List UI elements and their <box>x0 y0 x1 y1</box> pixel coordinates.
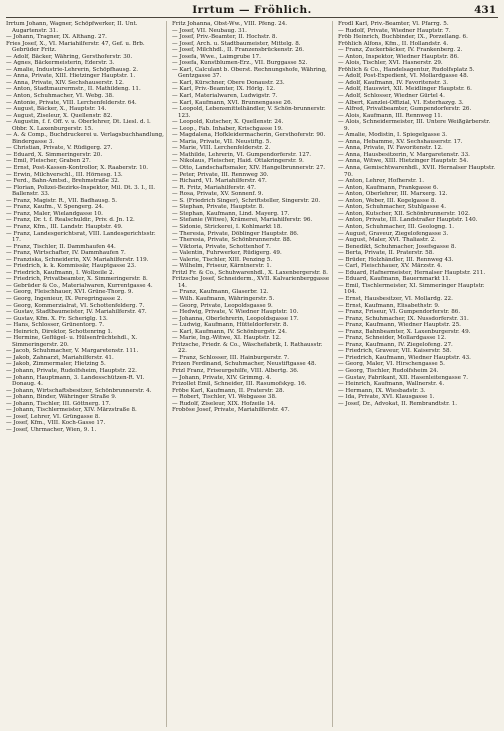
directory-entry: — Albert, Kanzlei-Offizial, VI. Esterhazyg. 3. <box>338 99 464 106</box>
directory-entry: — Franz, Schneider, Mollardgasse 12. <box>338 335 447 342</box>
directory-entry: Frizollet Emil, Schneider, III. Rasumofskyg. 16. <box>172 381 307 388</box>
directory-entry: — Viktoria, Private, Schottenhof 7. <box>172 243 271 250</box>
directory-entry: — Anton, Private, III. Landstraßer Hauptstr. 140. <box>338 217 478 224</box>
directory-entry: — Franz, Schlosser, III. Hainburgerstr. 7. <box>172 354 290 361</box>
directory-entry: Frizen Ferdinand, Schuhmacher, Neustiftgasse 48. <box>172 361 317 368</box>
directory-entry: — Friedrich, Kaufmann, Wiedner Hauptstr. 43. <box>338 354 471 361</box>
directory-entry: — Johann, Wirtschaftsbesitzer, Schönbrunnerstr. 4. <box>6 387 152 394</box>
directory-entry: — Hedwig, Private, V. Wiedner Hauptstr. 10. <box>172 309 299 316</box>
directory-entry: — Sidonie, Strickerei, I. Kohlmarkt 18. <box>172 223 283 230</box>
directory-entry: — Augustin, f. f. Off. v. u. Oberlehrer, Dt. Liesl. d. l. Obbr. X. Laxenburgerstr. 15. <box>6 119 151 132</box>
directory-entry: — Hermann, IX. Wiesbadstr. 3. <box>338 387 426 394</box>
directory-entry: — Franz, Kaufmann, Wiedner Hauptstr. 25. <box>338 322 461 329</box>
directory-entry: — Maria, Private, VII. Neustiftg. 5. <box>172 138 272 145</box>
directory-entry: — Adolf, Schlosser, Wiedner Gürtel 4. <box>338 93 445 100</box>
directory-entry: — S. (Friedrich Singer), Schriftsteller, Singerstr. 20. <box>172 197 321 204</box>
directory-entry: — Stefanie (Witwe), Krämerei, Mariahilferstr. 96. <box>172 217 313 224</box>
column-right <box>338 21 498 727</box>
directory-entry: — Adolf, Kaufmann, IV. Favoritenstr. 3. <box>338 79 449 86</box>
directory-entry: — Jakob, Zahnarzt, Mariahilferstr. 41. <box>6 354 114 361</box>
directory-entry: — Jacob, Schuhmacher, V. Margaretenstr. 111. <box>6 348 139 355</box>
directory-entry: — Josefa, Kunstblumen-Erz., VII. Burggasse 52. <box>172 60 308 67</box>
directory-entry: — Ferd., Bahn-Amtsd., Brehmstraße 32. <box>6 178 120 185</box>
directory-entry: — Josef, Arch. u. Stadtbaumeister, Mittelg. 8. <box>172 40 301 47</box>
directory-entry: — Anna, Witwe, XIII. Hietzinger Hauptstr. 54. <box>338 158 469 165</box>
directory-entry: — Antonie, Private, VIII. Lerchenfelderstr. 64. <box>6 99 137 106</box>
directory-entry: — Emil, Tischlermeister, XI. Simmeringer Hauptstr. 104. <box>338 282 485 296</box>
directory-entry: — Franz, Kfm., III. Landstr. Hauptstr. 49. <box>6 223 123 230</box>
directory-entry: — Friedrich, Graveur, VII. Kaiserstr. 58. <box>338 348 452 355</box>
directory-entry: Fritzl Fr. & Co., Schuhwarenhdl., X. Laxenbergerstr. 8. <box>172 269 328 276</box>
directory-entry: — Wilhelm, Friseur, Kärntnerstr. 1. <box>172 263 272 270</box>
directory-entry: — Richard, VI. Mariahilferstr. 47. <box>172 178 267 185</box>
directory-entry: — Franz, Wirtschafter, IV. Dammhaufen 7. <box>6 250 126 257</box>
directory-entry: Fröhlich & Co., Handelsagentur, Rudolfsplatz 5. <box>338 66 475 73</box>
directory-entry: — Karl, Materialwaren, Ludwigstr. 7. <box>172 93 278 100</box>
directory-entry: — Stephan, Private, Hauptstr. 8. <box>172 204 264 211</box>
directory-entry: — Stephan, Kaufmann, Lind. Mayerg. 17. <box>172 210 290 217</box>
directory-entry: — Leopold, Kutscher, X. Quellenstr. 24. <box>172 119 284 126</box>
directory-entry: — Alois, Kaufmann, III. Rennweg 11. <box>338 112 443 119</box>
directory-entry: — Alois, Tischler, XVI. Hasnerstr. 29. <box>338 60 443 67</box>
directory-entry: — Ida, Private, XVI. Klausgasse 1. <box>338 394 435 401</box>
directory-entry: — Florian, Polizei-Bezirks-Inspektor, Mil. Dt. 3. I., II. Ballenstr. 33. <box>6 184 155 198</box>
directory-entry: — Ernst, Hausbesitzer, VI. Mollardg. 22. <box>338 295 453 302</box>
directory-entry: Irrtum Johann, Wagner, Schöpfwerker, II. Unt. Augartenstr. 31. <box>6 21 138 34</box>
directory-entry: — Johann, Tischlermeister, XIV. Märzstraße 8. <box>6 407 137 414</box>
directory-entry: — Georg, Maler, VI. Hirschengasse 5. <box>338 361 445 368</box>
directory-entry: Frodl Karl, Priv.-Beamter, Vl. Pfarrg. 5. <box>338 21 449 27</box>
directory-entry: — Anton, Kutscher, XII. Schönbrunnerstr. 102. <box>338 210 470 217</box>
directory-entry: — Theresia, Private, Döblinger Hauptstr. 86. <box>172 230 299 237</box>
directory-entry: — Georg, Tischler, Rudolfsheim 24. <box>338 367 439 374</box>
directory-entry: — Franz, Tischler, II. Dammhaufen 44. <box>6 243 116 250</box>
directory-entry: — Heinrich, Kaufmann, Wallnerstr. 4. <box>338 381 445 388</box>
directory-entry: — Anna, Hausbesitzerin, V. Margaretenstr. 33. <box>338 151 470 158</box>
directory-entry: — Anton, Schuhmacher, Stuhlgasse 4. <box>338 204 447 211</box>
directory-entry: — Franz, Schuhmacher, IX. Nussdorferstr. 31. <box>338 315 469 322</box>
directory-entry: — Georg, Ingenieur, IX. Peregringasse 2. <box>6 295 123 302</box>
directory-entry: — Franz, Magistr. R., VII. Badhausg. 5. <box>6 197 118 204</box>
directory-entry: — Johann, Private, Rudolfsheim, Hauptstr. 22. <box>6 367 137 374</box>
directory-entry: — Jakob, Zimmermaler, Hietzing 5. <box>6 361 106 368</box>
directory-entry: — Johann, Binder, Währinger Straße 9. <box>6 394 117 401</box>
directory-entry: — Anton, Schuhmacher, III. Geologng. 1. <box>338 223 455 230</box>
directory-entry: — Hans, Schlosser, Grünentorg. 7. <box>6 322 105 329</box>
columns-container <box>6 21 498 727</box>
directory-entry: — Anna, Gemischtwarenhdl., XVII. Hernalser Hauptstr. 70. <box>338 165 496 178</box>
directory-entry: — Friedrich, k. k. Kommissär, Hauptgasse 23. <box>6 263 137 270</box>
directory-entry: — Carl, Fleischhauer, XV. Märzstr. 4. <box>338 263 443 270</box>
directory-entry: — Ernst, Kaufmann, Elisabethstr. 9. <box>338 302 440 309</box>
directory-entry: — Franz, Maler, Wielandgasse 10. <box>6 210 103 217</box>
directory-entry: — Valerie, Tischler, XIII. Penzing 5. <box>172 256 273 263</box>
directory-entry: — August, Maler, XVI. Thaliastr. 2. <box>338 237 437 244</box>
directory-entry: — Georg, Private, Leopoldsgasse 9. <box>172 302 273 309</box>
directory-entry: — Franz, Landesgerichtsrat, VIII. Landesgerichtsstr. 17. <box>6 230 156 244</box>
directory-entry: — Alois, Schneidermeister, III. Untere Weißgärberstr. 9. <box>338 119 491 132</box>
directory-entry: — Johann, Tragner, IX. Althang. 27. <box>6 34 107 41</box>
directory-entry: Frizl Franz, Friseurgehilfe, VIII. Albertg. 36. <box>172 367 299 374</box>
directory-entry: — Rudolf, Ziseleur, XIX. Hofzeile 14. <box>172 400 276 407</box>
directory-entry: — Josef, Dr., Advokat, II. Rembrandtstr. 1. <box>338 400 458 407</box>
directory-entry: — Rosa, Private, XV. Sonnenf. 9. <box>172 191 264 198</box>
directory-entry: — Gustav, Stadtbaumeister, IV. Mariahilferstr. 47. <box>6 309 147 316</box>
directory-entry: — August, Ziseleur, X. Quellenstr. 82. <box>6 112 113 119</box>
directory-entry: — Johanna, Oberlehrerin, Leopoldsgasse 17. <box>172 315 299 322</box>
directory-entry: — Christian, Private, V. Rüdigerg. 27. <box>6 145 113 152</box>
directory-entry: — Karl, Kaufmann, XVI. Brunnengasse 26. <box>172 99 293 106</box>
directory-entry: — Georg, Fleischhauer, XVI. Grüne-Thorg. 9. <box>6 289 134 296</box>
page-header <box>6 4 498 18</box>
directory-entry: — Anton, Lehrer, Hofherstr. 1. <box>338 178 424 185</box>
directory-entry: — Anna, Private, XIII. Hietzinger Hauptstr. 1. <box>6 73 136 80</box>
directory-entry: — Friedrich, Privatbeamter, X. Simmeringerstr. 8. <box>6 276 148 283</box>
column-middle <box>172 21 333 727</box>
directory-entry: — Anton, Stadtmaurermstr., II. Mathildeng. 11. <box>6 86 141 93</box>
directory-entry: — Franziska, Schneiderin, XV. Mariahilferstr. 119. <box>6 256 149 263</box>
directory-entry: — Marie, Ing.-Witwe, XI. Hauptstr. 12. <box>172 335 281 342</box>
directory-entry: — Heinrich, Direktor, Schottenring 1. <box>6 328 113 335</box>
directory-entry: — Brüder, Holzhändler, III. Rennweg 43. <box>338 256 454 263</box>
directory-entry: — Anton, Schuhmacher, VI. Webg. 38. <box>6 93 114 100</box>
directory-entry: — Nikolaus, Fleischer, Haid. Ottakringerstr. 9. <box>172 158 304 165</box>
directory-entry: — Anton, Inspektor, Wiedner Hauptstr. 86. <box>338 53 459 60</box>
directory-entry: — Agnes, Bäckermeisterin, Ederstr. 3. <box>6 60 115 67</box>
directory-entry: — Valentin, Fuhrwerker, Rüdigerg. 49. <box>172 250 282 257</box>
directory-entry: — Karl, Priv.-Beamter, IX. Hörlg. 12. <box>172 86 276 93</box>
directory-entry: Fröb Heinrich, Buchbinder, IX., Porzellang. 6. <box>338 34 468 41</box>
directory-entry: — Josef, VII. Neubaug. 31. <box>172 27 247 34</box>
directory-entry: — Anton, Oberlehrer, III. Marxerg. 12. <box>338 191 448 198</box>
directory-entry: — Leopold, Lebensmittelhändler, V. Schön-brunnerstr. 123. <box>172 106 326 119</box>
directory-entry: — Rudolf, Private, Wiedner Hauptstr. 7. <box>338 27 451 34</box>
directory-entry: — Josef, Priv.-Beamter, II. Hochstr. 8. <box>172 34 278 41</box>
directory-entry: — Ernst, Post-Kassen-Kontrollor, X. Raaberstr. 10. <box>6 165 148 172</box>
directory-entry: — Johann, Private, XIV. Grimmg. 4. <box>172 374 272 381</box>
directory-entry: — Eduard, X. Simmeringerstr. 20. <box>6 151 103 158</box>
directory-entry: — Franz, Bahnbeamter, X. Laxenburgerstr. 49. <box>338 328 471 335</box>
directory-entry: — Erwin, Milchverschl., III. Hörnesg. 13. <box>6 171 123 178</box>
directory-entry: Fritz Johanna, Obst-Ww., VIII. Pfeng. 24. <box>172 21 288 27</box>
directory-entry: — Eduard, Kaufmann, Bauernmarkt 11. <box>338 276 451 283</box>
directory-entry: — Gustav, Fabrikant, XII. Hasenleitengasse 7. <box>338 374 469 381</box>
directory-entry: — Franz, Kaufmann, Glaserbr. 12. <box>172 289 269 296</box>
directory-entry: Fröhlich Alfons, Kfm., II. Hollandstr. 4. <box>338 40 449 47</box>
directory-entry: — Anton, Weber, III. Kegelgasse 8. <box>338 197 437 204</box>
directory-entry: — Franz, Friseur, VI. Gumpendorferstr. 86. <box>338 309 461 316</box>
directory-entry: — Amalie, Modistin, I. Spiegelgasse 3. <box>338 132 448 139</box>
page-title: Irrtum — Fröhlich. <box>192 4 312 16</box>
directory-entry: — R. Fritz, Mariahilferstr. 47. <box>172 184 256 191</box>
directory-entry: — Alfred, Privatbeamter, Gumpendorferstr. 26. <box>338 106 472 113</box>
directory-entry: — Peter, Private, III. Rennweg 30. <box>172 171 269 178</box>
directory-entry: — Karl, Calculant b. Oberst. Rechnungshofe, Währing, Gentzgasse 37. <box>172 66 327 80</box>
directory-entry: — Wilh. Kaufmann, Währingerstr. 5. <box>172 295 275 302</box>
directory-entry: — Adolf, Hauswirt, XII. Meidlinger Hauptstr. 6. <box>338 86 472 93</box>
directory-entry: — Adolf, Bäcker, Währing, Gersthoferstr. 30. <box>6 53 133 60</box>
directory-entry: — Franz, Kaufm., V. Spengerg. 24. <box>6 204 104 211</box>
directory-entry: — Theresia, Private, Schönbrunnerstr. 88. <box>172 237 292 244</box>
directory-entry: — Adolf, Post-Expedient, VI. Mollardgasse 48. <box>338 73 469 80</box>
directory-entry: — Amalie, Industrie-Lehrerin, Schöpfhausg. 2. <box>6 66 138 73</box>
directory-entry: Fröbe Karl, Kaufmann, II. Praterstr. 28. <box>172 387 285 394</box>
directory-entry: — Magdalena, Hofkleidermacherin, Gersthoferstr. 90. <box>172 132 326 139</box>
directory-entry: — Leop., Fab. Inhaber, Krischgasse 19. <box>172 125 283 132</box>
directory-entry: — August, Graveur, Ziegelofengasse 3. <box>338 230 449 237</box>
directory-entry: — Anna, Hebamme, XV. Sechshauserstr. 17. <box>338 138 463 145</box>
directory-entry: — Karl, Kürschner, Obere Donaustr. 23. <box>172 79 285 86</box>
directory-entry: — Ludwig, Kaufmann, Hütteldorferstr. 8. <box>172 322 289 329</box>
directory-entry: — Josef, Milchhdl., II. Franzensbrückenstr. 26. <box>172 47 305 54</box>
directory-entry: — August, Bäcker, X., Hauptstr. 14. <box>6 106 107 113</box>
directory-entry: — Mathilde, Lehrerin, VI. Gumpendorferstr. 127. <box>172 151 312 158</box>
directory-entry: — Friedrich, Kaufmann, I. Wollzeile 2. <box>6 269 115 276</box>
directory-entry: — Anna, Private, IV. Favoritenstr. 12. <box>338 145 443 152</box>
directory-entry: — Marie, VIII. Lerchenfelderstr. 2. <box>172 145 271 152</box>
column-left <box>6 21 167 727</box>
directory-entry: Fritzsche Josef, Schneiderm., XVII. Kalvarienberggasse 14. <box>172 276 330 289</box>
directory-entry: — Anton, Kaufmann, Frankgasse 6. <box>338 184 439 191</box>
directory-entry: — Josef, Kfm., VIII. Koch-Gasse 17. <box>6 420 106 427</box>
directory-entry: — Gustav, Kfm. X. Fr. Scheriglg. 13. <box>6 315 108 322</box>
directory-entry: — Josef, Lehrer, VI. Grüngasse 8. <box>6 413 101 420</box>
directory-entry: — Josefa, Wwe., Laimgrube 17. <box>172 53 261 60</box>
directory-entry: — Emil, Fleischer, Graben 27. <box>6 158 91 165</box>
directory-entry: — Berta, Private, II. Praterstr. 58. <box>338 250 435 257</box>
directory-entry: — Eduard, Hafnermeister, Hernalser Hauptstr. 211. <box>338 269 486 276</box>
directory-entry: — Karl, Kaufmann, IV. Schönburgstr. 24. <box>172 328 287 335</box>
directory-entry: — Benedikt, Schuhmacher, Josefsgasse 8. <box>338 243 457 250</box>
directory-entry: — Johann, Hauptmann, 3. Landesschützen-R. VI. Donaug. 4. <box>6 374 145 388</box>
directory-entry: — Johann, Tischler, III. Göttnerg. 17. <box>6 400 111 407</box>
directory-entry: Fritzsche, Friedr. & Co., Wäschefabrik, I. Rathausstr. 22. <box>172 341 323 355</box>
directory-entry: — Franz, Kaufmann, IV. Ziegelofeng. 27. <box>338 341 453 348</box>
directory-entry: — Otto, Landschaftsmaler, XIV. Hangelbrunnerstr. 27. <box>172 165 326 172</box>
directory-entry: Fries Josef, X., VI. Mariahilferstr. 47, Gef. u. Brb. Gebrüder Fritz. <box>6 40 145 54</box>
directory-entry: — Franz, Dr. t. f. Realschuldir., Priv. d. Jn. 12. <box>6 217 135 224</box>
directory-entry: — Robert, Tischler, VI. Webgasse 38. <box>172 394 277 401</box>
directory-entry: — Josef, Uhrmacher, Wien, 9. 1. <box>6 426 97 433</box>
page-number: 431 <box>474 4 496 16</box>
directory-entry: — A. & Comp., Buchdruckerei u. Verlagsbuchhandlung, Bindergasse 3. <box>6 132 164 145</box>
directory-entry: — Franz, Zuckerbäcker, IV. Frankenberg. 2. <box>338 47 463 54</box>
directory-entry: — Gebrüder & Co., Materialwaren, Kurrentgasse 4. <box>6 282 153 289</box>
directory-entry: — Georg, Kommerzialrat, VI. Schottenfelderg. 7. <box>6 302 145 309</box>
directory-entry: — Hermine, Geflügel- u. Hülsenfrüchtehdl., X. Simmeringerstr. 20. <box>6 335 138 348</box>
directory-entry: Froböse Josef, Private, Mariahilferstr. 47. <box>172 407 290 414</box>
directory-entry: — Anna, Private, XIV. Sechshauserstr. 12. <box>6 79 124 86</box>
